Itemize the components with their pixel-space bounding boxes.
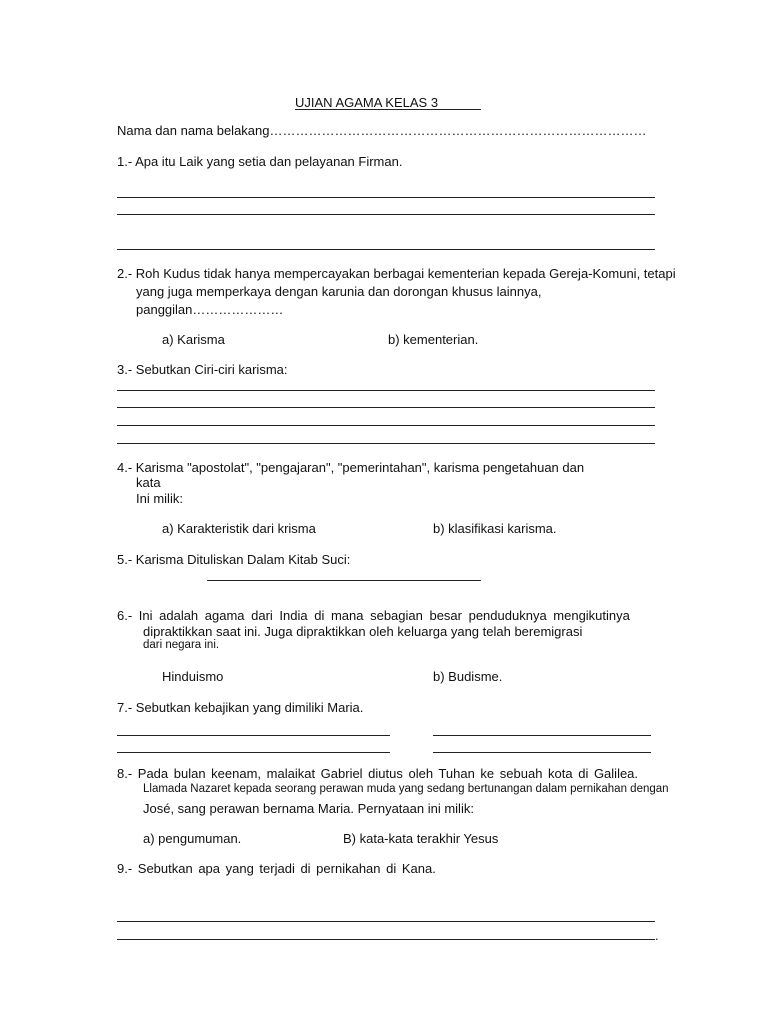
answer-line[interactable] [207,580,481,581]
question-4-option-a[interactable]: a) Karakteristik dari krisma [162,521,316,536]
question-8-option-a[interactable]: a) pengumuman. [143,831,242,846]
question-4-line-2: kata [136,475,161,490]
question-2-option-a[interactable]: a) Karisma [162,332,225,347]
question-9: 9.- Sebutkan apa yang terjadi di pernikahan di Kana. [117,861,436,876]
answer-line[interactable] [117,735,390,736]
title-underline [295,109,481,110]
question-2-line-3: panggilan………………… [136,302,284,317]
answer-line[interactable] [117,214,655,215]
question-7: 7.- Sebutkan kebajikan yang dimiliki Maria. [117,700,364,715]
question-6-option-b[interactable]: b) Budisme. [433,669,503,684]
question-8-option-b[interactable]: B) kata-kata terakhir Yesus [343,831,499,846]
question-1: 1.- Apa itu Laik yang setia dan pelayanan Firman. [117,154,403,169]
question-6-line-2: dipraktikkan saat ini. Juga dipraktikkan oleh keluarga yang telah beremigrasi [143,624,583,639]
answer-line[interactable] [117,752,390,753]
question-2-line-1: 2.- Roh Kudus tidak hanya mempercayakan berbagai kementerian kepada Gereja-Komuni, tetapi [117,266,676,281]
question-6-line-1: 6.- Ini adalah agama dari India di mana sebagian besar penduduknya mengikutinya [117,608,630,623]
answer-line[interactable] [117,390,655,391]
answer-line[interactable] [117,939,655,940]
question-6-option-a[interactable]: Hinduismo [162,669,224,684]
question-4-line-3: Ini milik: [136,491,183,506]
question-8-line-1: 8.- Pada bulan keenam, malaikat Gabriel diutus oleh Tuhan ke sebuah kota di Galilea. [117,766,639,781]
question-4-line-1: 4.- Karisma "apostolat", "pengajaran", "pemerintahan", karisma pengetahuan dan [117,460,585,475]
question-2-line-2: yang juga memperkaya dengan karunia dan dorongan khusus lainnya, [136,284,542,299]
answer-line[interactable] [117,407,655,408]
question-8-line-3: José, sang perawan bernama Maria. Pernyataan ini milik: [143,801,474,816]
question-6-line-3: dari negara ini. [143,639,220,651]
answer-line[interactable] [117,249,655,250]
answer-line[interactable] [117,443,655,444]
answer-line[interactable] [117,425,655,426]
question-4-option-b[interactable]: b) klasifikasi karisma. [433,521,557,536]
answer-line[interactable] [433,752,651,753]
question-3: 3.- Sebutkan Ciri-ciri karisma: [117,362,288,377]
name-label: Nama dan nama belakang…………………………………………………………………………… [117,123,647,138]
answer-line[interactable] [117,921,655,922]
end-period: . [655,928,659,943]
page-title: UJIAN AGAMA KELAS 3 [295,95,439,110]
answer-line[interactable] [433,735,651,736]
question-8-line-2: Llamada Nazaret kepada seorang perawan muda yang sedang bertunangan dalam pernikahan dengan [143,783,669,795]
question-5: 5.- Karisma Dituliskan Dalam Kitab Suci: [117,552,351,567]
answer-line[interactable] [117,197,655,198]
question-2-option-b[interactable]: b) kementerian. [388,332,479,347]
